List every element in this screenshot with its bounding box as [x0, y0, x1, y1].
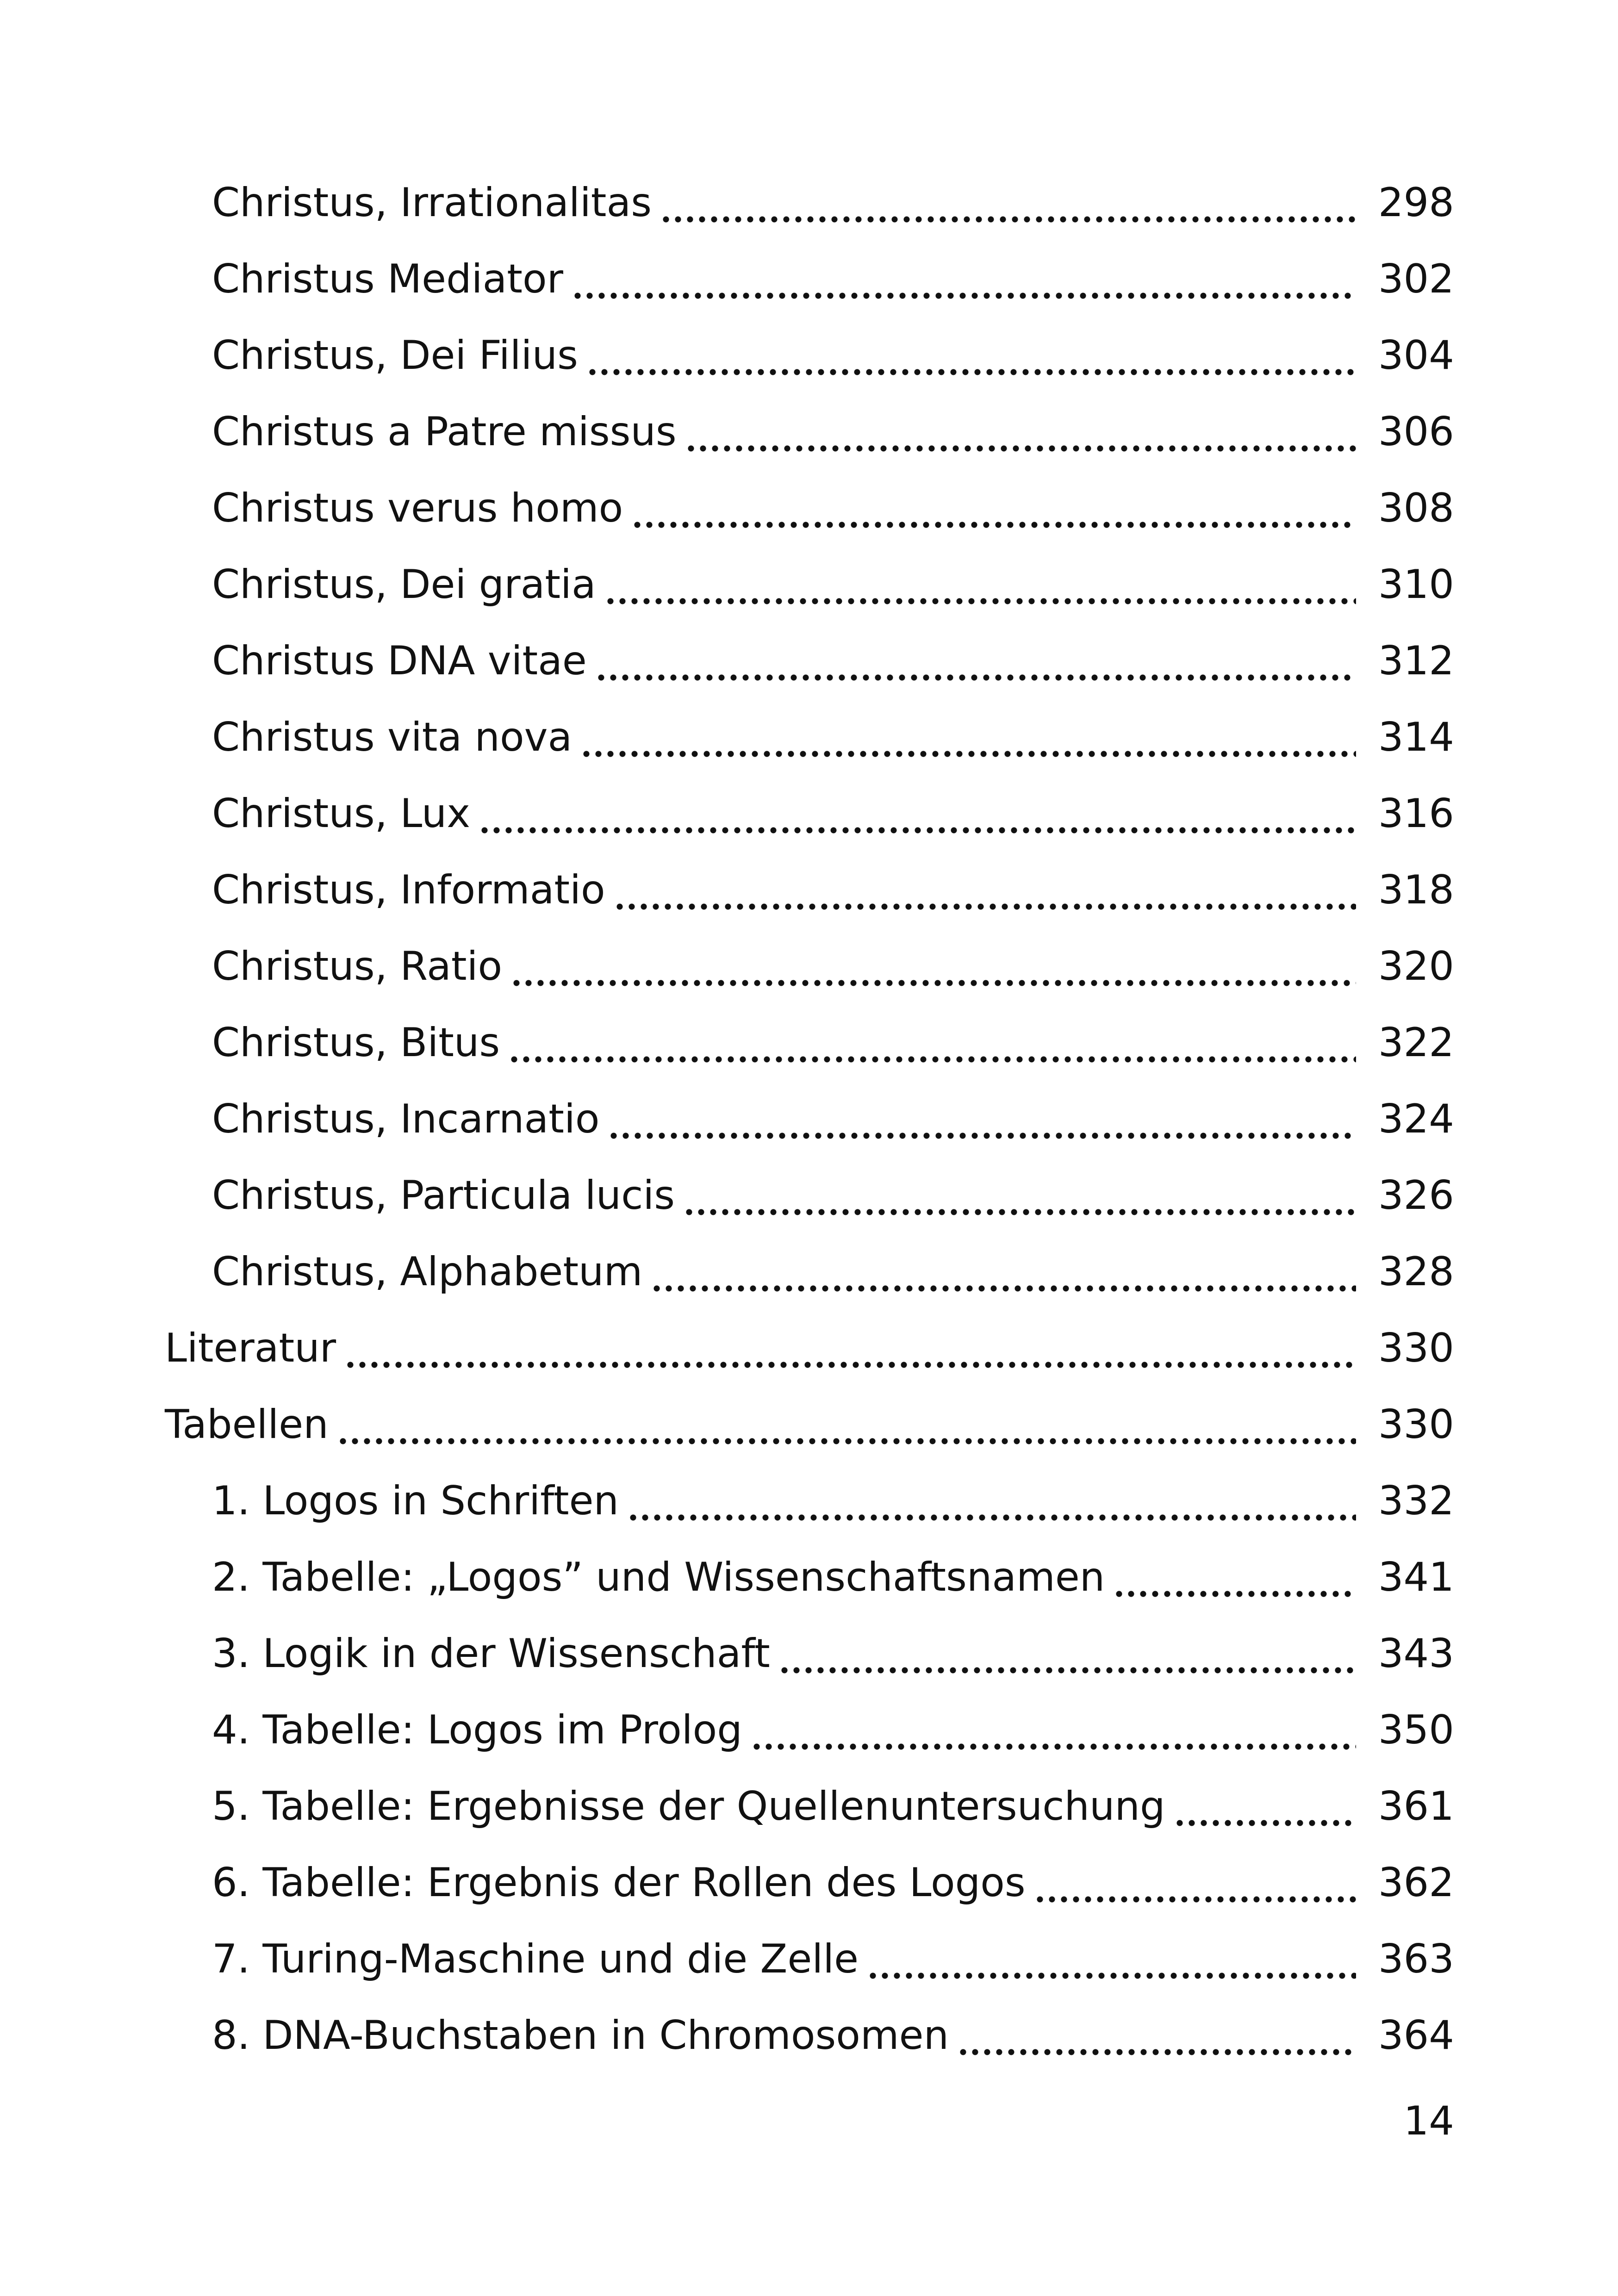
toc-entry-page: 364 [1378, 2012, 1454, 2059]
toc-entry-page: 350 [1378, 1706, 1454, 1753]
toc-entry [0, 1997, 1618, 2073]
toc-entry-title: Tabellen [165, 1405, 337, 1444]
toc-entry [0, 1233, 1618, 1310]
dot-leader [631, 488, 1356, 528]
dot-leader [685, 412, 1356, 452]
toc-entry-title: Christus, Alphabetum [212, 1252, 651, 1292]
toc-entry [0, 164, 1618, 241]
toc-entry [0, 1462, 1618, 1539]
toc-entry-page: 314 [1378, 714, 1454, 760]
toc-entry [0, 317, 1618, 393]
dot-leader [778, 1634, 1356, 1674]
toc-entry-title: Christus, Lux [212, 794, 479, 834]
toc-entry [0, 1692, 1618, 1768]
toc-entry-title: 7. Turing-Maschine und die Zelle [212, 1939, 867, 1979]
toc-entry-title: Christus, Ratio [212, 946, 510, 986]
toc-entry-page: 328 [1378, 1248, 1454, 1295]
toc-entry-title: Christus DNA vitae [212, 641, 595, 681]
dot-leader [508, 1023, 1356, 1063]
toc-entry [0, 1157, 1618, 1233]
toc-entry-title: Christus, Bitus [212, 1023, 508, 1063]
toc-entry-title: Christus, Dei Filius [212, 336, 586, 375]
dot-leader [614, 870, 1356, 910]
toc-entry-page: 318 [1378, 866, 1454, 913]
toc-entry-page: 363 [1378, 1935, 1454, 1982]
toc-entry [0, 470, 1618, 546]
toc-entry-title: Christus, Irrationalitas [212, 183, 660, 223]
table-of-contents [0, 164, 1618, 2073]
toc-entry-title: 6. Tabelle: Ergebnis der Rollen des Logos [212, 1863, 1034, 1903]
toc-entry-title: Christus, Particula lucis [212, 1176, 683, 1215]
toc-entry-title: Literatur [165, 1328, 344, 1368]
toc-entry-page: 341 [1378, 1554, 1454, 1600]
dot-leader [572, 259, 1356, 299]
dot-leader [586, 336, 1356, 375]
toc-entry [0, 1615, 1618, 1692]
toc-entry [0, 546, 1618, 622]
toc-entry-title: Christus, Informatio [212, 870, 614, 910]
toc-entry [0, 928, 1618, 1004]
dot-leader [344, 1328, 1356, 1368]
toc-entry-page: 302 [1378, 255, 1454, 302]
toc-entry [0, 699, 1618, 775]
toc-entry [0, 1310, 1618, 1386]
toc-entry-page: 308 [1378, 485, 1454, 531]
dot-leader [660, 183, 1356, 223]
dot-leader [867, 1939, 1356, 1979]
dot-leader [627, 1481, 1356, 1521]
toc-entry [0, 775, 1618, 852]
toc-entry-page: 330 [1378, 1401, 1454, 1448]
toc-entry-page: 322 [1378, 1019, 1454, 1066]
toc-entry-page: 320 [1378, 943, 1454, 989]
toc-entry [0, 1386, 1618, 1462]
dot-leader [510, 946, 1356, 986]
toc-entry-title: Christus a Patre missus [212, 412, 685, 452]
dot-leader [580, 717, 1356, 757]
toc-entry-page: 324 [1378, 1095, 1454, 1142]
toc-entry-title: Christus verus homo [212, 488, 631, 528]
toc-entry-title: 8. DNA-Buchstaben in Chromosomen [212, 2016, 957, 2055]
dot-leader [1034, 1863, 1356, 1903]
toc-entry-title: Christus, Incarnatio [212, 1099, 608, 1139]
toc-entry-page: 298 [1378, 179, 1454, 226]
page-number: 14 [1403, 2098, 1454, 2144]
toc-entry [0, 393, 1618, 470]
toc-entry-page: 312 [1378, 637, 1454, 684]
toc-entry-page: 361 [1378, 1783, 1454, 1829]
toc-entry-title: Christus vita nova [212, 717, 580, 757]
toc-entry-page: 343 [1378, 1630, 1454, 1677]
toc-entry-title: Christus Mediator [212, 259, 572, 299]
toc-entry-page: 304 [1378, 332, 1454, 379]
dot-leader [604, 565, 1356, 604]
toc-entry-title: 1. Logos in Schriften [212, 1481, 627, 1521]
toc-entry [0, 1844, 1618, 1921]
toc-entry [0, 1004, 1618, 1081]
dot-leader [337, 1405, 1356, 1444]
toc-entry [0, 852, 1618, 928]
dot-leader [651, 1252, 1356, 1292]
toc-entry-page: 310 [1378, 561, 1454, 608]
dot-leader [751, 1710, 1356, 1750]
toc-entry-page: 330 [1378, 1325, 1454, 1371]
toc-entry [0, 622, 1618, 699]
toc-entry-title: 3. Logik in der Wissenschaft [212, 1634, 778, 1674]
toc-entry [0, 241, 1618, 317]
dot-leader [1113, 1557, 1356, 1597]
toc-entry-page: 326 [1378, 1172, 1454, 1219]
toc-entry-title: 2. Tabelle: „Logos” und Wissenschaftsnamen [212, 1557, 1113, 1597]
toc-entry [0, 1081, 1618, 1157]
toc-entry-page: 306 [1378, 408, 1454, 455]
dot-leader [683, 1176, 1356, 1215]
dot-leader [957, 2016, 1356, 2055]
dot-leader [479, 794, 1356, 834]
toc-entry-page: 362 [1378, 1859, 1454, 1906]
toc-entry-title: 5. Tabelle: Ergebnisse der Quellenuntersuchung [212, 1786, 1174, 1826]
toc-entry [0, 1539, 1618, 1615]
toc-entry-title: 4. Tabelle: Logos im Prolog [212, 1710, 751, 1750]
dot-leader [608, 1099, 1356, 1139]
toc-entry-page: 332 [1378, 1477, 1454, 1524]
dot-leader [595, 641, 1356, 681]
toc-entry-title: Christus, Dei gratia [212, 565, 604, 604]
toc-entry [0, 1921, 1618, 1997]
dot-leader [1174, 1786, 1356, 1826]
toc-entry-page: 316 [1378, 790, 1454, 837]
toc-entry [0, 1768, 1618, 1844]
